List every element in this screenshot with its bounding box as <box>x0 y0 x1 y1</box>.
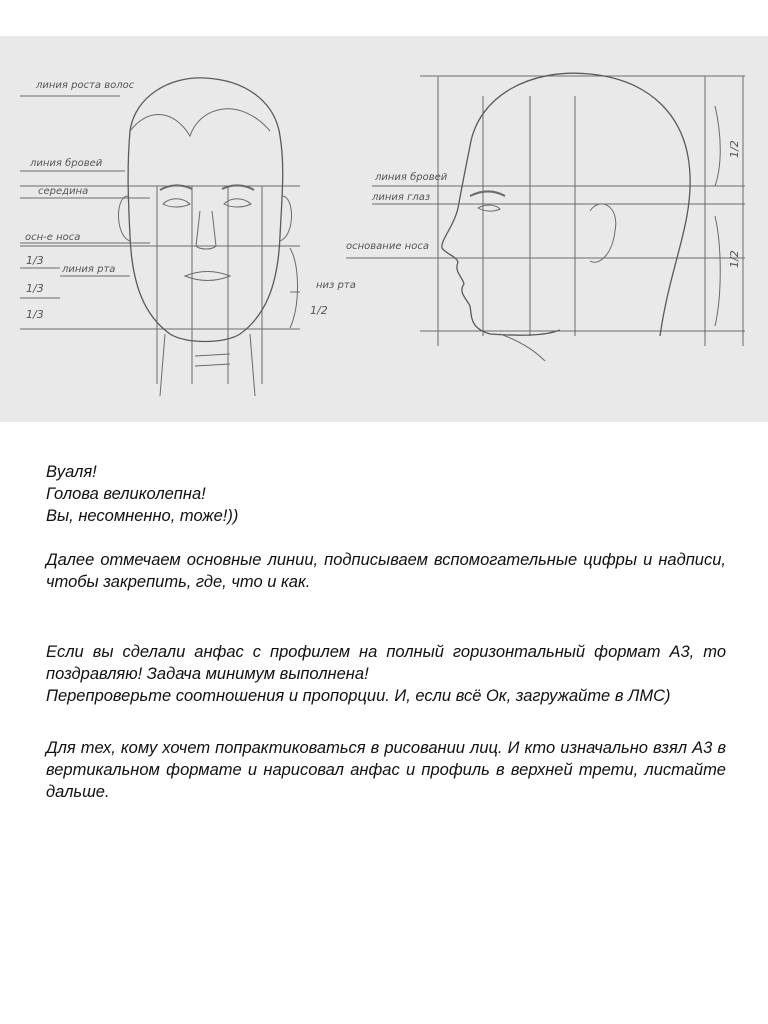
label-half-top: 1/2 <box>728 140 741 158</box>
text-line-1: Вуаля! <box>46 463 97 481</box>
label-mouthline: линия рта <box>62 264 116 275</box>
label-chin-bottom: низ рта <box>316 280 356 291</box>
paragraph-congratulations: Если вы сделали анфас с профилем на полный горизонтальный формат А3, то поздравляю! Задача минимум выполнена! <box>46 643 726 683</box>
label-nose-base-profile: основание носа <box>346 241 429 252</box>
label-third-1: 1/3 <box>26 254 44 267</box>
paragraph-main-lines: Далее отмечаем основные линии, подписываем вспомогательные цифры и надписи, чтобы закрепить, где, что и как. <box>46 551 726 591</box>
sketch-drawing <box>0 36 768 422</box>
paragraph-check-proportions: Перепроверьте соотношения и пропорции. И, если всё Ок, загружайте в ЛМС) <box>46 687 671 705</box>
body-text <box>46 461 726 803</box>
label-eyeline: линия глаз <box>372 192 431 203</box>
label-browline-profile: линия бровей <box>375 172 448 183</box>
face-proportions-sketch <box>0 36 768 422</box>
label-browline-front: линия бровей <box>30 158 103 169</box>
label-middle: середина <box>38 186 89 197</box>
label-half-bottom: 1/2 <box>728 250 741 268</box>
paragraph-next-steps: Для тех, кому хочет попрактиковаться в рисовании лиц. И кто изначально взял А3 в вертикальном формате и нарисовал анфас и профиль в верхней трети, листайте дальше. <box>46 739 726 801</box>
label-third-2: 1/3 <box>26 282 44 295</box>
text-line-3: Вы, несомненно, тоже!)) <box>46 507 239 525</box>
text-line-2: Голова великолепна! <box>46 485 206 503</box>
label-half-front: 1/2 <box>310 304 328 317</box>
label-third-3: 1/3 <box>26 308 44 321</box>
label-hairline: линия роста волос <box>36 80 135 91</box>
label-nose-base-front: осн-е носа <box>25 232 81 243</box>
